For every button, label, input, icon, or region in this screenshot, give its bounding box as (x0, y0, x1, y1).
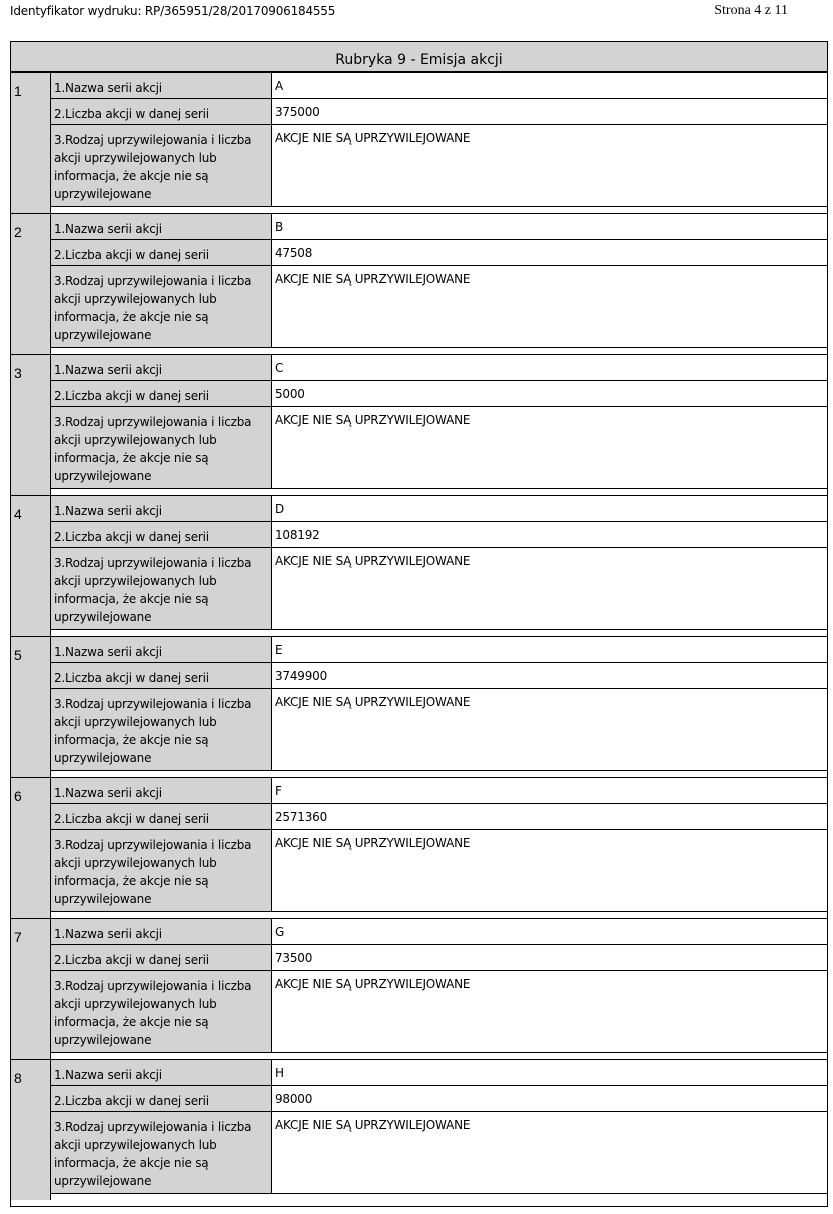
row-series-name (51, 214, 827, 240)
label-privilege: 3.Rodzaj uprzywilejowania i liczba akcji uprzywilejowanych lub informacja, że akcje nie są uprzywilejowane (51, 1112, 272, 1193)
label-series-name: 1.Nazwa serii akcji (51, 355, 272, 380)
label-share-count: 2.Liczba akcji w danej serii (51, 804, 272, 829)
share-series-entry (11, 72, 827, 213)
value-share-count: 47508 (275, 246, 313, 260)
row-series-name (51, 496, 827, 522)
entry-body (51, 1060, 827, 1200)
value-series-name: A (275, 79, 284, 93)
label-privilege: 3.Rodzaj uprzywilejowania i liczba akcji uprzywilejowanych lub informacja, że akcje nie są uprzywilejowane (51, 407, 272, 488)
row-privilege (51, 407, 827, 489)
print-identifier: Identyfikator wydruku: RP/365951/28/20170906184555 (10, 4, 336, 18)
share-series-entry (11, 213, 827, 354)
label-privilege: 3.Rodzaj uprzywilejowania i liczba akcji uprzywilejowanych lub informacja, że akcje nie są uprzywilejowane (51, 266, 272, 347)
share-series-entry (11, 918, 827, 1059)
label-series-name: 1.Nazwa serii akcji (51, 1060, 272, 1085)
entry-body (51, 637, 827, 777)
label-series-name: 1.Nazwa serii akcji (51, 496, 272, 521)
value-series-name: B (275, 220, 284, 234)
entry-number: 7 (11, 919, 51, 1059)
value-privilege: AKCJE NIE SĄ UPRZYWILEJOWANE (275, 272, 471, 286)
label-privilege: 3.Rodzaj uprzywilejowania i liczba akcji uprzywilejowanych lub informacja, że akcje nie są uprzywilejowane (51, 830, 272, 911)
entry-body (51, 355, 827, 495)
label-share-count: 2.Liczba akcji w danej serii (51, 1086, 272, 1111)
value-series-name: G (275, 925, 285, 939)
row-privilege (51, 548, 827, 630)
label-series-name: 1.Nazwa serii akcji (51, 919, 272, 944)
row-share-count (51, 663, 827, 689)
value-privilege: AKCJE NIE SĄ UPRZYWILEJOWANE (275, 554, 471, 568)
label-privilege: 3.Rodzaj uprzywilejowania i liczba akcji uprzywilejowanych lub informacja, że akcje nie są uprzywilejowane (51, 548, 272, 629)
value-share-count: 375000 (275, 105, 320, 119)
label-series-name: 1.Nazwa serii akcji (51, 778, 272, 803)
value-privilege: AKCJE NIE SĄ UPRZYWILEJOWANE (275, 977, 471, 991)
row-share-count (51, 99, 827, 125)
row-series-name (51, 637, 827, 663)
value-share-count: 2571360 (275, 810, 328, 824)
row-privilege (51, 1112, 827, 1194)
row-series-name (51, 73, 827, 99)
row-share-count (51, 240, 827, 266)
section-table (10, 41, 828, 1207)
row-series-name (51, 778, 827, 804)
share-series-entry (11, 354, 827, 495)
value-series-name: F (275, 784, 282, 798)
entry-number: 3 (11, 355, 51, 495)
value-series-name: C (275, 361, 284, 375)
value-series-name: D (275, 502, 285, 516)
value-privilege: AKCJE NIE SĄ UPRZYWILEJOWANE (275, 413, 471, 427)
entry-number: 2 (11, 214, 51, 354)
page-header (10, 4, 830, 24)
entry-body (51, 73, 827, 213)
row-privilege (51, 125, 827, 207)
entry-number: 4 (11, 496, 51, 636)
row-privilege (51, 689, 827, 771)
label-share-count: 2.Liczba akcji w danej serii (51, 945, 272, 970)
row-privilege (51, 830, 827, 912)
value-share-count: 73500 (275, 951, 313, 965)
entry-body (51, 778, 827, 918)
value-privilege: AKCJE NIE SĄ UPRZYWILEJOWANE (275, 131, 471, 145)
entry-number: 6 (11, 778, 51, 918)
section-title: Rubryka 9 - Emisja akcji (11, 42, 827, 72)
share-series-entry (11, 777, 827, 918)
label-share-count: 2.Liczba akcji w danej serii (51, 663, 272, 688)
value-series-name: H (275, 1066, 284, 1080)
row-series-name (51, 1060, 827, 1086)
value-privilege: AKCJE NIE SĄ UPRZYWILEJOWANE (275, 836, 471, 850)
share-series-entry (11, 636, 827, 777)
label-share-count: 2.Liczba akcji w danej serii (51, 240, 272, 265)
page-number: Strona 4 z 11 (714, 3, 788, 18)
row-share-count (51, 804, 827, 830)
row-share-count (51, 522, 827, 548)
label-share-count: 2.Liczba akcji w danej serii (51, 522, 272, 547)
label-privilege: 3.Rodzaj uprzywilejowania i liczba akcji uprzywilejowanych lub informacja, że akcje nie są uprzywilejowane (51, 971, 272, 1052)
value-share-count: 5000 (275, 387, 305, 401)
entry-body (51, 214, 827, 354)
row-share-count (51, 1086, 827, 1112)
label-privilege: 3.Rodzaj uprzywilejowania i liczba akcji uprzywilejowanych lub informacja, że akcje nie są uprzywilejowane (51, 125, 272, 206)
label-privilege: 3.Rodzaj uprzywilejowania i liczba akcji uprzywilejowanych lub informacja, że akcje nie są uprzywilejowane (51, 689, 272, 770)
label-share-count: 2.Liczba akcji w danej serii (51, 381, 272, 406)
row-privilege (51, 266, 827, 348)
label-series-name: 1.Nazwa serii akcji (51, 73, 272, 98)
value-privilege: AKCJE NIE SĄ UPRZYWILEJOWANE (275, 1118, 471, 1132)
label-series-name: 1.Nazwa serii akcji (51, 637, 272, 662)
label-series-name: 1.Nazwa serii akcji (51, 214, 272, 239)
entry-number: 5 (11, 637, 51, 777)
row-series-name (51, 919, 827, 945)
row-share-count (51, 381, 827, 407)
row-series-name (51, 355, 827, 381)
row-share-count (51, 945, 827, 971)
entry-body (51, 496, 827, 636)
value-privilege: AKCJE NIE SĄ UPRZYWILEJOWANE (275, 695, 471, 709)
entry-number: 1 (11, 73, 51, 213)
entry-body (51, 919, 827, 1059)
value-share-count: 3749900 (275, 669, 328, 683)
value-series-name: E (275, 643, 283, 657)
label-share-count: 2.Liczba akcji w danej serii (51, 99, 272, 124)
value-share-count: 108192 (275, 528, 320, 542)
row-privilege (51, 971, 827, 1053)
value-share-count: 98000 (275, 1092, 313, 1106)
share-series-entry (11, 1059, 827, 1200)
share-series-entry (11, 495, 827, 636)
entry-number: 8 (11, 1060, 51, 1200)
